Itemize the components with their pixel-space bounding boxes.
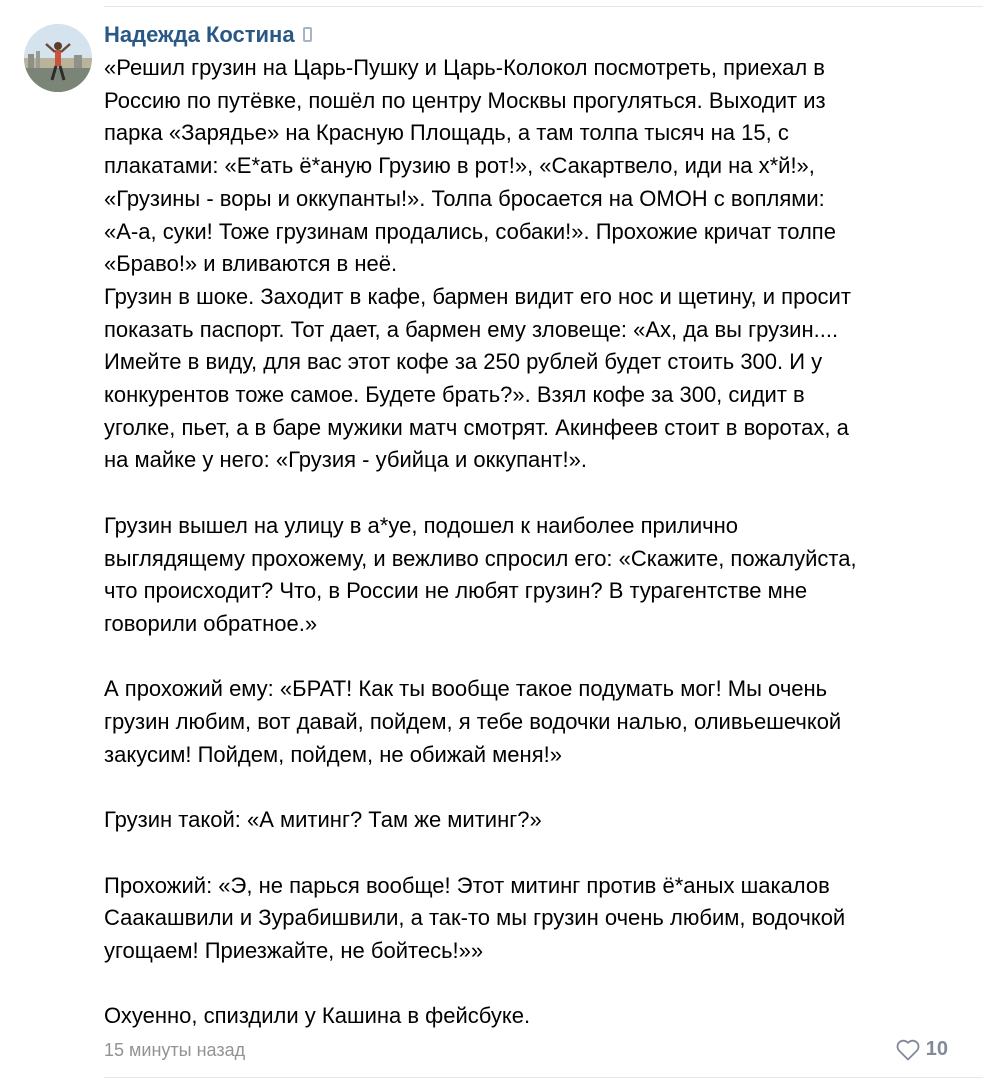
like-button[interactable] <box>896 1038 948 1061</box>
paragraph-gap <box>104 837 974 870</box>
like-count: 10 <box>925 1038 948 1060</box>
post-text-line: закусим! Пойдем, пойдем, не обижай меня!» <box>104 741 562 767</box>
post-text-line: Саакашвили и Зурабишвили, а так-то мы грузин очень любим, водочкой <box>104 905 846 931</box>
post-header <box>104 20 312 50</box>
post-footer <box>104 1038 954 1066</box>
bottom-divider <box>104 1077 983 1078</box>
paragraph-gap <box>104 641 974 674</box>
post-text-line: Грузин такой: «А митинг? Там же митинг?» <box>104 807 542 833</box>
post-text-line: Охуенно, спиздили у Кашина в фейсбуке. <box>104 1003 531 1029</box>
paragraph-gap <box>104 771 974 804</box>
avatar-photo-icon <box>24 24 92 92</box>
post-text-line: «А-а, суки! Тоже грузинам продались, собаки!». Прохожие кричат толпе <box>104 218 836 244</box>
post-text-line: уголке, пьет, а в баре мужики матч смотрят. Акинфеев стоит в воротах, а <box>104 414 849 440</box>
paragraph-gap <box>104 477 974 510</box>
author-avatar[interactable] <box>24 24 92 92</box>
post-text-line: Грузин вышел на улицу в а*уе, подошел к наиболее прилично <box>104 512 739 538</box>
post-text-line: конкурентов тоже самое. Будете брать?». Взял кофе за 300, сидит в <box>104 382 805 408</box>
post-text-line: «Браво!» и вливаются в неё. <box>104 251 398 277</box>
post-text-line: плакатами: «Е*ать ё*аную Грузию в рот!», «Сакартвело, иди на х*й!», <box>104 153 815 179</box>
post-text-line: Прохожий: «Э, не парься вообще! Этот митинг против ё*аных шакалов <box>104 872 830 898</box>
post-text-line: говорили обратное.» <box>104 610 318 636</box>
post-text-line: угощаем! Приезжайте, не бойтесь!»» <box>104 937 484 963</box>
post-text-line: Грузин в шоке. Заходит в кафе, бармен видит его нос и щетину, и просит <box>104 283 851 309</box>
post-text-line: «Решил грузин на Царь-Пушку и Царь-Колокол посмотреть, приехал в <box>104 55 825 80</box>
post-text-line: «Грузины - воры и оккупанты!». Толпа бросается на ОМОН с воплями: <box>104 185 825 211</box>
post-text-line: выглядящему прохожему, и вежливо спросил его: «Скажите, пожалуйста, <box>104 545 857 571</box>
post-text-line: Имейте в виду, для вас этот кофе за 250 рублей будет стоить 300. И у <box>104 349 823 375</box>
author-name[interactable]: Надежда Костина <box>104 22 295 47</box>
mobile-icon <box>303 27 312 42</box>
post-text-line: А прохожий ему: «БРАТ! Как ты вообще такое подумать мог! Мы очень <box>104 676 828 702</box>
post-text-line: парка «Зарядье» на Красную Площадь, а там толпа тысяч на 15, с <box>104 120 789 146</box>
post-text <box>104 52 974 1033</box>
top-divider <box>104 6 983 7</box>
post-timestamp[interactable]: 15 минуты назад <box>104 1040 246 1060</box>
post-text-line: что происходит? Что, в России не любят грузин? В турагентстве мне <box>104 578 808 604</box>
post-text-line: показать паспорт. Тот дает, а бармен ему зловеще: «Ах, да вы грузин.... <box>104 316 839 342</box>
post-text-line: Россию по путёвке, пошёл по центру Москвы прогуляться. Выходит из <box>104 87 826 113</box>
post-text-line: грузин любим, вот давай, пойдем, я тебе водочки налью, оливьешечкой <box>104 709 842 735</box>
paragraph-gap <box>104 968 974 1001</box>
heart-icon <box>896 1039 920 1061</box>
post-text-line: на майке у него: «Грузия - убийца и оккупант!». <box>104 447 587 473</box>
